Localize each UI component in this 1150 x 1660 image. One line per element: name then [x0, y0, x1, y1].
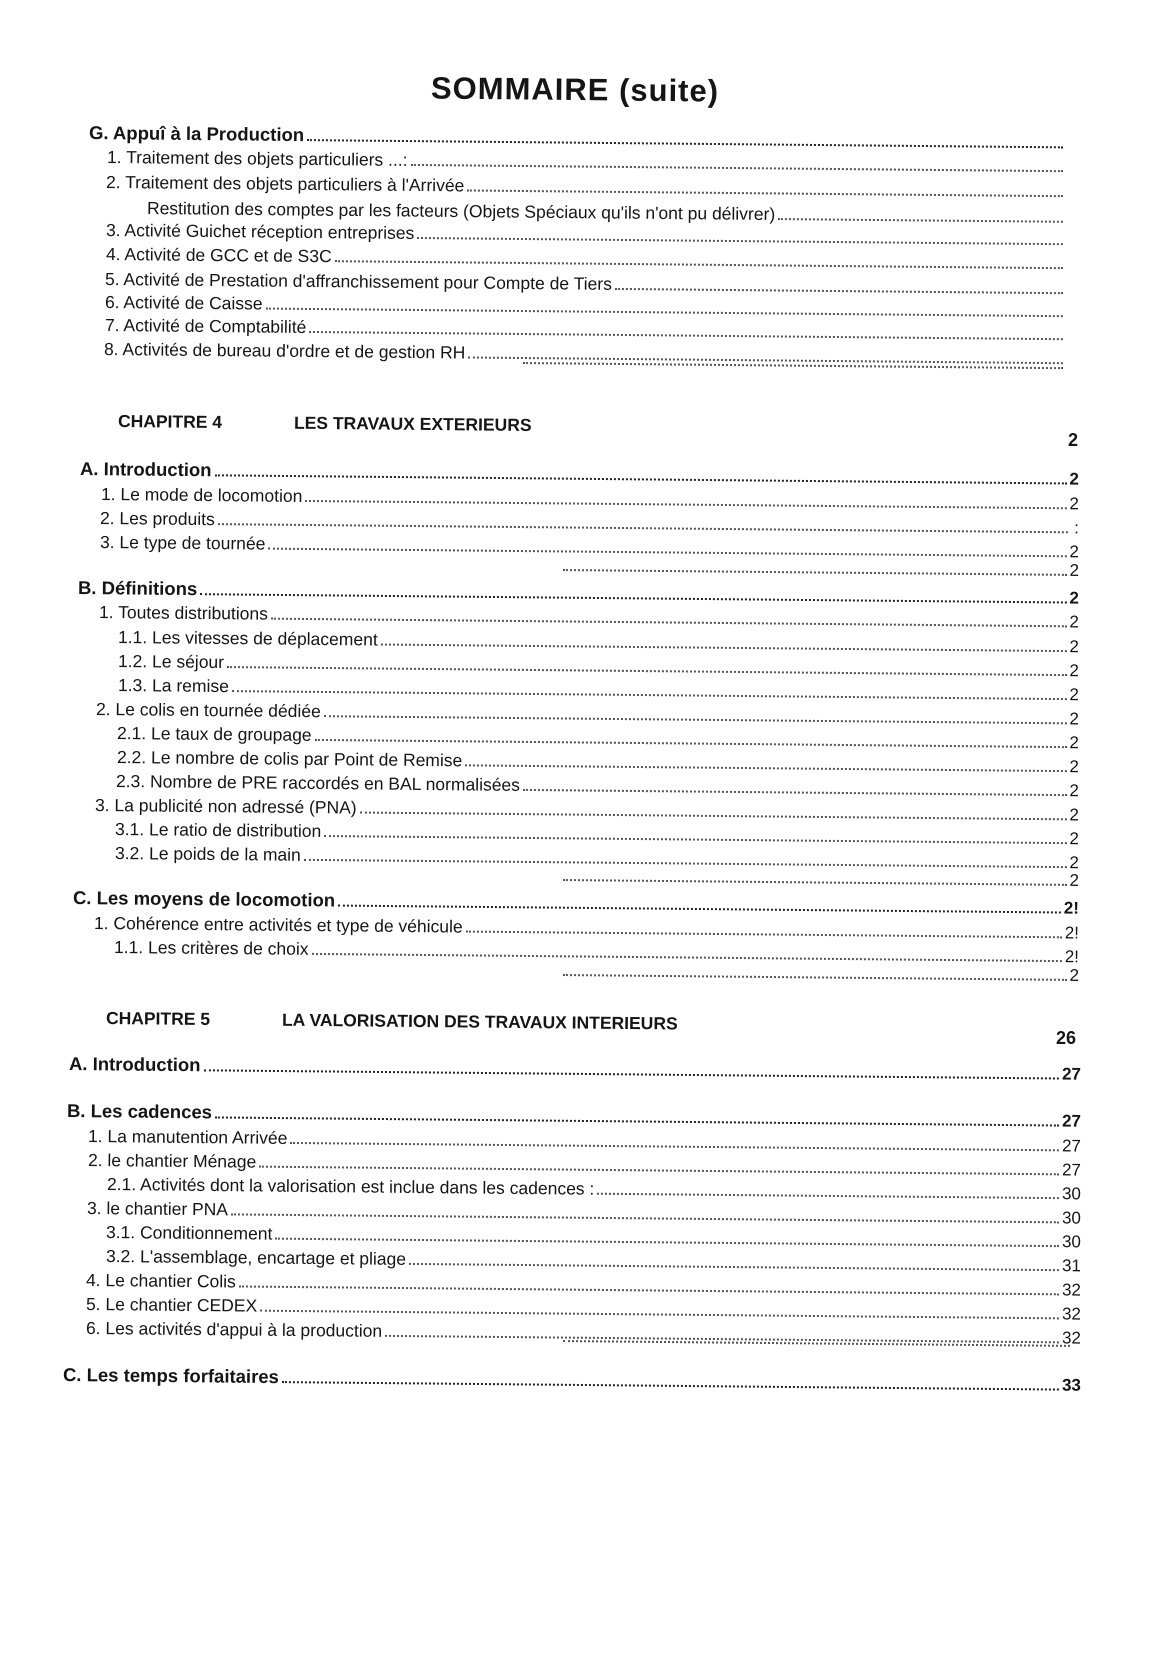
toc-leader-line	[560, 865, 1079, 892]
toc-page: 2	[1069, 494, 1080, 514]
toc-page: 32	[1061, 1328, 1082, 1348]
toc-label: 1. Toutes distributions	[98, 602, 269, 624]
chapter-heading	[118, 411, 532, 436]
toc-label: 3.2. L'assemblage, encartage et pliage	[105, 1246, 407, 1269]
toc-page: 31	[1061, 1256, 1082, 1276]
toc-page: 2	[1069, 853, 1080, 873]
toc-leader	[239, 1285, 1059, 1295]
toc-label: 7. Activité de Comptabilité	[104, 315, 307, 337]
toc-label: 3. Activité Guichet réception entreprises	[105, 220, 415, 243]
toc-label: B. Définitions	[77, 577, 198, 600]
toc-label: 2.3. Nombre de PRE raccordés en BAL normalisées	[115, 771, 521, 795]
toc-leader	[315, 739, 1067, 748]
toc-leader	[200, 593, 1066, 603]
toc-page: 30	[1061, 1208, 1082, 1228]
toc-label: 1. La manutention Arrivée	[87, 1126, 288, 1148]
toc-leader	[227, 666, 1066, 676]
toc-leader	[465, 764, 1066, 772]
toc-label: A. Introduction	[68, 1053, 201, 1076]
toc-label: C. Les moyens de locomotion	[72, 887, 336, 911]
toc-page: 2	[1069, 469, 1080, 489]
toc-leader	[338, 905, 1061, 914]
toc-page: 2	[1069, 588, 1080, 608]
toc-label: 6. Activité de Caisse	[104, 292, 263, 314]
toc-label: 1. Cohérence entre activités et type de véhicule	[93, 913, 463, 937]
toc-page: 2	[1069, 757, 1080, 777]
chapter-page: 26	[1056, 1028, 1077, 1048]
toc-label: 1.1. Les critères de choix	[113, 937, 309, 959]
toc-page: 2!	[1064, 923, 1080, 943]
page-title: SOMMAIRE (suite)	[430, 70, 720, 109]
toc-page: 2!	[1064, 947, 1080, 967]
toc-label: 3. le chantier PNA	[86, 1198, 229, 1220]
toc-section	[69, 1053, 1081, 1086]
chapter-heading	[106, 1008, 678, 1034]
toc-section	[63, 1364, 1081, 1397]
toc-label: 5. Activité de Prestation d'affranchissement pour Compte de Tiers	[104, 269, 612, 294]
toc-leader	[260, 1310, 1059, 1320]
toc-leader	[271, 618, 1067, 628]
toc-page: 2!	[1063, 898, 1080, 918]
toc-leader	[381, 644, 1067, 653]
toc-leader	[563, 569, 1067, 576]
toc-leader	[417, 237, 1063, 245]
toc-leader	[215, 1116, 1059, 1126]
toc-page: 2	[1069, 805, 1080, 825]
chapter-title: LES TRAVAUX EXTERIEURS	[293, 412, 532, 435]
toc-label: B. Les cadences	[66, 1100, 213, 1123]
chapter-page: 2	[1068, 430, 1079, 450]
toc-label: 2. Traitement des objets particuliers à l'Arrivée	[105, 172, 465, 196]
toc-label: Restitution des comptes par les facteurs (Objets Spéciaux qu'ils n'ont pu délivrer)	[146, 198, 776, 225]
toc-leader	[466, 931, 1062, 939]
toc-label: 3. La publicité non adressé (PNA)	[94, 795, 357, 818]
toc-leader	[305, 500, 1066, 509]
toc-label: 1. Le mode de locomotion	[100, 484, 303, 506]
toc-leader-line	[560, 960, 1079, 987]
toc-page: 30	[1061, 1184, 1082, 1204]
toc-label: 4. Le chantier Colis	[85, 1270, 236, 1292]
toc-label: 6. Les activités d'appui à la production	[85, 1318, 383, 1341]
toc-page: 2	[1069, 733, 1080, 753]
toc-leader	[282, 1381, 1059, 1390]
toc-label: 2.1. Activités dont la valorisation est inclue dans les cadences :	[106, 1174, 595, 1199]
toc-label: 2. Le colis en tournée dédiée	[95, 699, 321, 722]
toc-page: 2	[1069, 637, 1080, 657]
toc-leader	[275, 1238, 1059, 1248]
toc-page: 2	[1069, 965, 1080, 985]
toc-label: 8. Activités de bureau d'ordre et de gestion RH	[103, 339, 466, 363]
toc-page: 2	[1069, 829, 1080, 849]
chapter-number: CHAPITRE 5	[105, 1008, 211, 1029]
toc-leader	[563, 974, 1067, 981]
toc-page: 2	[1069, 870, 1080, 890]
toc-leader	[615, 288, 1063, 294]
toc-label: C. Les temps forfaitaires	[62, 1364, 280, 1388]
toc-page: 2	[1069, 661, 1080, 681]
toc-leader	[597, 1193, 1059, 1199]
toc-label: 5. Le chantier CEDEX	[85, 1294, 258, 1316]
toc-page: 2	[1069, 560, 1080, 580]
toc-page: 30	[1061, 1232, 1082, 1252]
toc-leader	[467, 189, 1063, 197]
toc-leader-line	[560, 555, 1079, 582]
toc-label: 3.1. Conditionnement	[105, 1222, 273, 1244]
toc-leader	[324, 715, 1067, 724]
toc-page: 33	[1061, 1375, 1082, 1395]
toc-page: 27	[1061, 1136, 1082, 1156]
toc-leader	[409, 1263, 1059, 1271]
toc-leader	[335, 260, 1063, 269]
toc-leader	[290, 1142, 1059, 1151]
toc-page: 2	[1069, 685, 1080, 705]
toc-leader	[231, 1213, 1059, 1223]
toc-page: 2	[1069, 542, 1080, 562]
toc-leader	[307, 139, 1063, 148]
toc-label: 1.2. Le séjour	[117, 651, 225, 673]
toc-leader	[259, 1166, 1059, 1176]
toc-leader	[563, 879, 1067, 886]
toc-label: 2.1. Le taux de groupage	[116, 723, 312, 745]
chapter-number: CHAPITRE 4	[117, 411, 223, 432]
toc-label: 4. Activité de GCC et de S3C	[105, 244, 332, 267]
toc-page: 2	[1069, 781, 1080, 801]
toc-page: 32	[1061, 1280, 1082, 1300]
toc-leader	[360, 812, 1067, 821]
toc-label: A. Introduction	[79, 458, 212, 481]
toc-page: 27	[1061, 1064, 1082, 1084]
toc-page: :	[1074, 518, 1080, 538]
toc-label: 3.2. Le poids de la main	[114, 843, 301, 865]
toc-label: G. Appuî à la Production	[88, 122, 305, 146]
chapter-title: LA VALORISATION DES TRAVAUX INTERIEURS	[281, 1009, 678, 1034]
toc-page: 27	[1061, 1111, 1082, 1131]
toc-leader	[232, 690, 1067, 700]
toc-label: 3.1. Le ratio de distribution	[114, 819, 322, 841]
toc-label: 1.3. La remise	[117, 675, 229, 697]
toc-leader	[778, 218, 1063, 223]
toc-label: 1. Traitement des objets particuliers ...:	[106, 147, 408, 170]
toc-leader	[309, 331, 1063, 340]
toc-leader	[410, 164, 1062, 172]
toc-label: 2. Les produits	[99, 508, 215, 530]
toc-page: 27	[1061, 1160, 1082, 1180]
toc-page: 2	[1069, 709, 1080, 729]
toc-leader	[203, 1069, 1059, 1079]
toc-page: 32	[1061, 1304, 1082, 1324]
toc-leader	[324, 835, 1066, 844]
toc-leader	[218, 523, 1068, 533]
toc-label: 1.1. Les vitesses de déplacement	[117, 627, 378, 650]
toc-label: 2.2. Le nombre de colis par Point de Remise	[116, 747, 463, 771]
toc-leader	[214, 474, 1066, 484]
toc-label: 3. Le type de tournée	[99, 532, 266, 554]
toc-page: 2	[1069, 612, 1080, 632]
toc-label: 2. le chantier Ménage	[87, 1150, 257, 1172]
toc-leader	[523, 789, 1067, 796]
